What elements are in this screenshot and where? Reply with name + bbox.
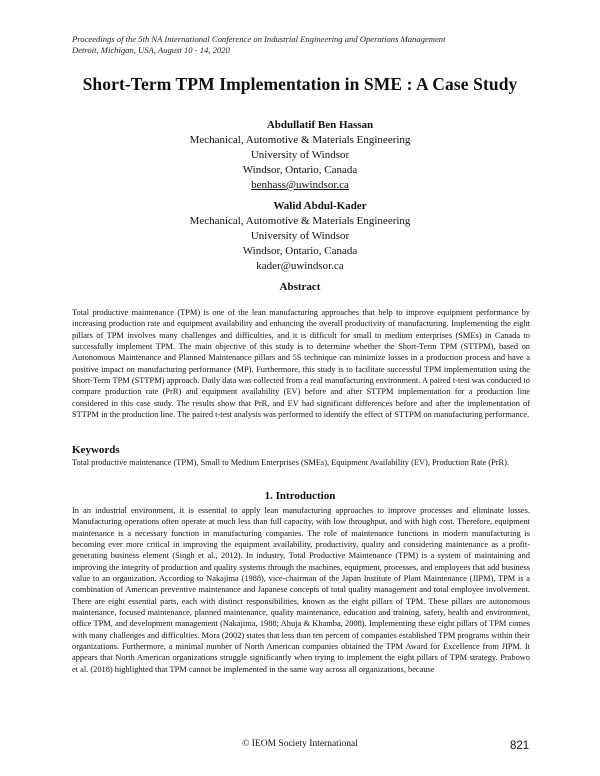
abstract-text: Total productive maintenance (TPM) is one of the lean manufacturing approaches that help to improve equipment performance by increasing production rate and equipment availability and enhancing the overall productivity of manufacturing. Implementing the eight pillars of TPM involves many challenges and difficulties, and it is difficult for small to medium enterprises (SMEs) in Canada to successfully implement TPM. The main objective of this study is to determine whether the Short-Term TPM (STTPM), based on Autonomous Maintenance and Planned Maintenance pillars and 5S technique can minimize losses in a production process and have a positive impact on manufacturing performance (MP). Furthermore, this study is to facilitate successful TPM implementation using the Short-Term TPM (STTPM) approach. Daily data was collected from a real manufacturing environment. A paired t-test was conducted to compare production rate (PrR) and equipment availability (EV) before and after STTPM implementation for a production line considered in this case study. The results show that PrR, and EV had significant differences before and after the implementation of STTPM in the production line. The paired t-test analysis was performed to identify the effect of STTPM on manufacturing performance.	[72, 308, 530, 420]
page-number: 821	[510, 740, 530, 752]
author-university: University of Windsor	[250, 230, 350, 242]
author-email-link[interactable]: benhass@uwindsor.ca	[251, 179, 349, 191]
footer-copyright: © IEOM Society International	[242, 739, 358, 749]
running-head-line-1: Proceedings of the 5th NA International Conference on Industrial Engineering and Operations Management	[72, 34, 446, 44]
abstract-heading: Abstract	[279, 281, 321, 293]
author-email: kader@uwindsor.ca	[256, 260, 344, 272]
author-block-2	[0, 199, 600, 274]
running-head	[72, 34, 542, 56]
author-name: Abdullatif Ben Hassan	[266, 119, 374, 131]
introduction-heading: 1. Introduction	[264, 490, 336, 502]
keywords-heading: Keywords	[72, 444, 120, 456]
author-university: University of Windsor	[250, 149, 350, 161]
keywords-text: Total productive maintenance (TPM), Small to Medium Enterprises (SMEs), Equipment Availability (EV), Production Rate (PrR).	[72, 458, 510, 467]
author-department: Mechanical, Automotive & Materials Engineering	[189, 215, 411, 227]
paper-title: Short-Term TPM Implementation in SME : A Case Study	[82, 74, 518, 94]
author-block-1	[0, 118, 600, 193]
running-head-line-2: Detroit, Michigan, USA, August 10 - 14, 2020	[72, 45, 230, 55]
author-department: Mechanical, Automotive & Materials Engineering	[189, 134, 411, 146]
author-name: Walid Abdul-Kader	[273, 200, 367, 212]
author-location: Windsor, Ontario, Canada	[242, 245, 358, 257]
introduction-text: In an industrial environment, it is essential to apply lean manufacturing approaches to improve processes and eliminate losses. Manufacturing operations often operate at much less than full capacity, with low throughput, and with high cost. Therefore, equipment maintenance is a necessary function in manufacturing companies. The role of maintenance functions in modern manufacturing is becoming ever more critical in improving the equipment availability, productivity, quality and considering maintenance as a profit-generating business element (Singh et al., 2012). In industry, Total Productive Maintenance (TPM) is a system of maintaining and improving the integrity of production and quality systems through the machines, equipment, processes, and employees that add business value to an organization. According to Nakajima (1988), vice-chairman of the Japan Institute of Plant Maintenance (JIPM), TPM is a combination of American preventive maintenance and Japanese concepts of total quality management and total employee involvement. There are eight essential parts, each with distinct responsibilities, known as the eight pillars of TPM. These pillars are autonomous maintenance, focused maintenance, planned maintenance, quality maintenance, education and training, safety, health and environment, office TPM, and development management (Nakajima, 1988; Ahuja & Khamba, 2008). Implementing these eight pillars of TPM comes with many challenges and difficulties. Mora (2002) states that less than ten percent of companies established TPM programs within their organizations. Furthermore, a minimal number of North American companies obtained the TPM Award for Excellence from JIPM. It appears that North American organizations struggle significantly when trying to implement the eight pillars of TPM strategy. Prabowo et al. (2018) highlighted that TPM cannot be implemented in the same way across all organizations, because	[72, 506, 530, 674]
author-location: Windsor, Ontario, Canada	[242, 164, 358, 176]
